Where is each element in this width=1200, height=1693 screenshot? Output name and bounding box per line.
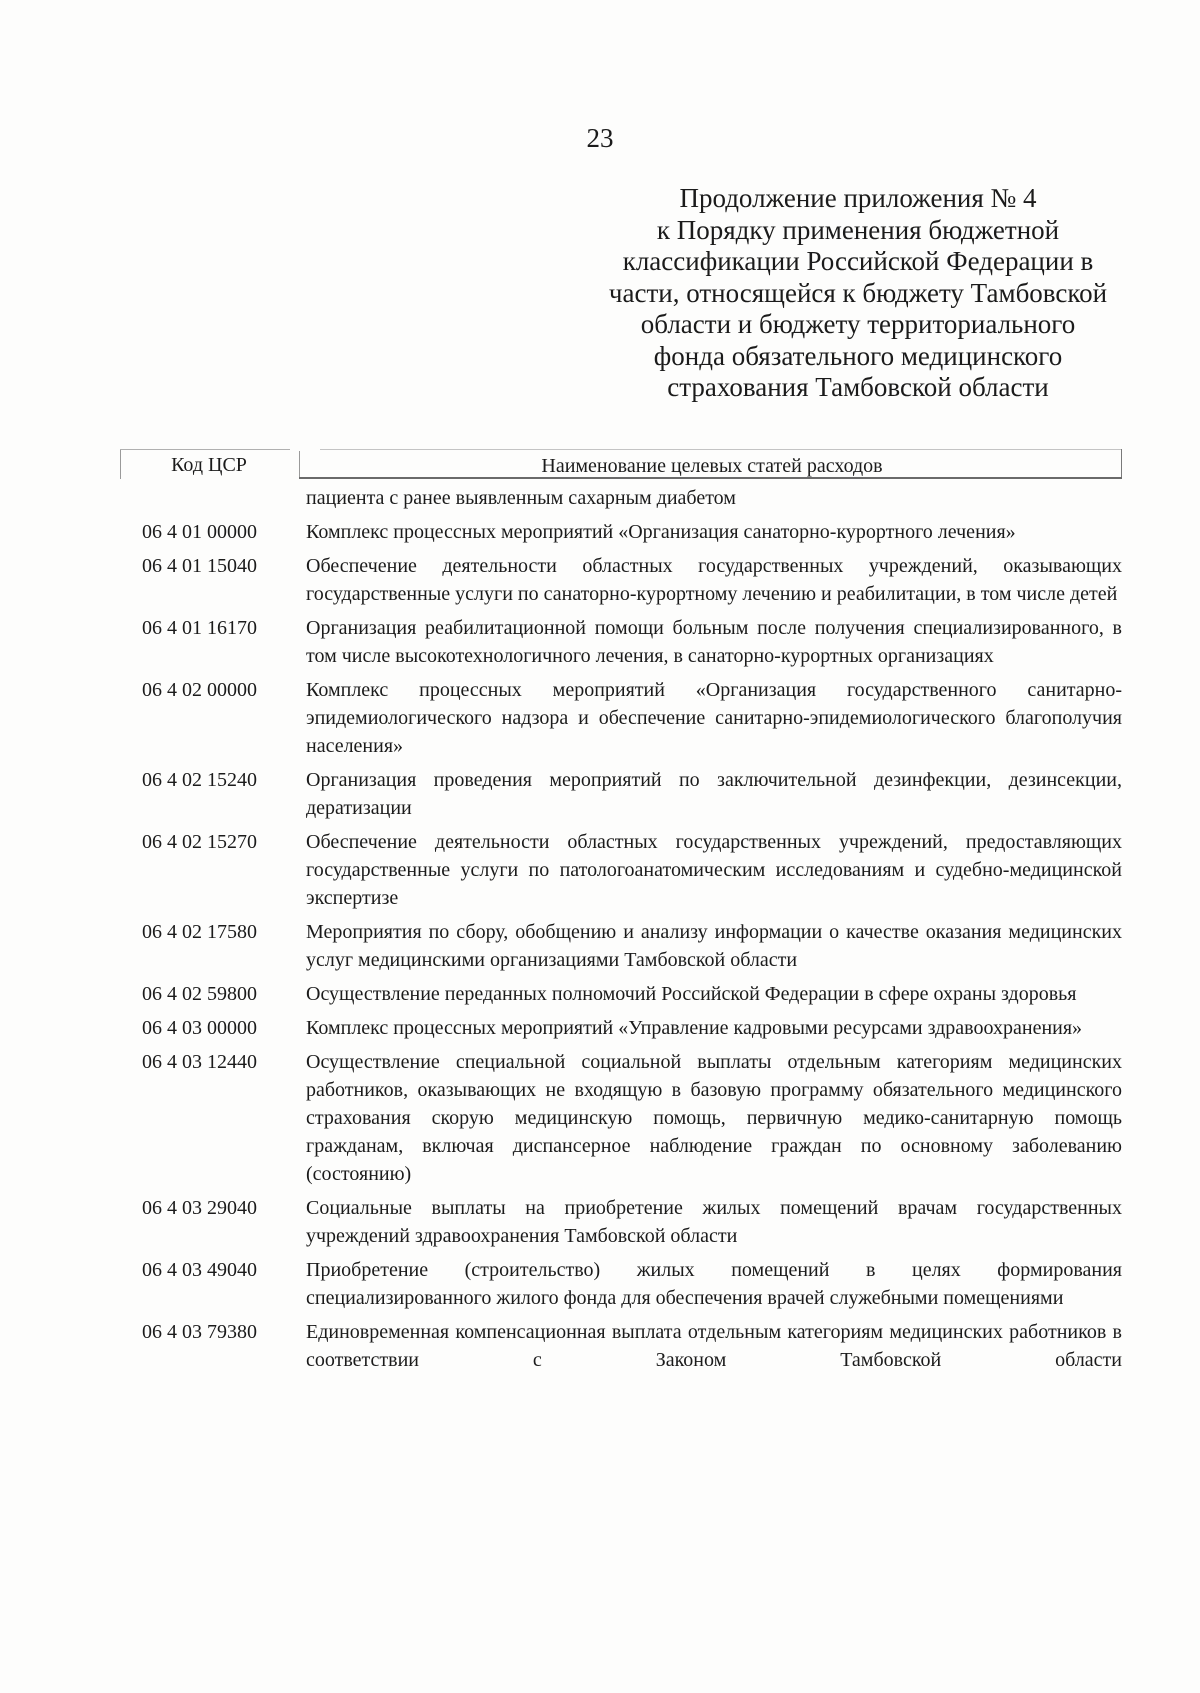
- appendix-header-line: к Порядку применения бюджетной: [656, 214, 1060, 245]
- table-border: [299, 451, 300, 479]
- table-row: [142, 676, 1122, 760]
- row-code: 06 4 02 17580: [142, 921, 257, 943]
- column-header-name: Наименование целевых статей расходов: [541, 455, 883, 477]
- expense-table-body: [142, 484, 1122, 1374]
- row-code: 06 4 02 15270: [142, 831, 257, 853]
- row-name: Комплекс процессных мероприятий «Организация санаторно-курортного лечения»: [306, 521, 1016, 543]
- column-header-code: Код ЦСР: [171, 454, 247, 476]
- page-number: 23: [586, 123, 614, 153]
- row-name: Приобретение (строительство) жилых помещений в целях формирования специализированного жилого фонда для обеспечения врачей служебными помещениями: [306, 1259, 1122, 1309]
- row-name: Осуществление специальной социальной выплаты отдельным категориям медицинских работников, оказывающих не входящую в базовую программу обязательного медицинского страхования скорую медицинскую помощь, первичную медико-санитарную помощь гражданам, включая диспансерное наблюдение граждан по основному заболеванию (состоянию): [306, 1051, 1122, 1185]
- appendix-header-line: страхования Тамбовской области: [667, 372, 1049, 402]
- table-row: [142, 1014, 1122, 1042]
- table-row: [142, 828, 1122, 912]
- row-name: Организация проведения мероприятий по заключительной дезинфекции, дезинсекции, дератизации: [306, 769, 1122, 819]
- table-row: [142, 918, 1122, 974]
- table-row: [142, 552, 1122, 608]
- row-code: 06 4 03 29040: [142, 1197, 257, 1219]
- appendix-header-line: фонда обязательного медицинского: [653, 340, 1063, 371]
- appendix-header-line: части, относящейся к бюджету Тамбовской: [608, 277, 1108, 308]
- row-code: 06 4 03 00000: [142, 1017, 257, 1039]
- table-header: [120, 449, 1122, 479]
- table-row: [142, 1256, 1122, 1312]
- row-code: 06 4 02 00000: [142, 679, 257, 701]
- table-row: [142, 518, 1122, 546]
- continuation-text: пациента с ранее выявленным сахарным диабетом: [306, 487, 736, 509]
- row-name: Социальные выплаты на приобретение жилых помещений врачам государственных учреждений здравоохранения Тамбовской области: [306, 1197, 1122, 1247]
- appendix-header-line: области и бюджету территориального: [640, 309, 1076, 339]
- row-code: 06 4 02 15240: [142, 769, 257, 791]
- row-name: Единовременная компенсационная выплата отдельным категориям медицинских работников в соответствии с Законом Тамбовской области: [306, 1321, 1122, 1371]
- row-name: Комплекс процессных мероприятий «Управление кадровыми ресурсами здравоохранения»: [306, 1017, 1083, 1039]
- row-name: Комплекс процессных мероприятий «Организация государственного санитарно-эпидемиологического надзора и обеспечение санитарно-эпидемиологического благополучия населения»: [306, 679, 1122, 757]
- table-row: [142, 766, 1122, 822]
- row-code: 06 4 03 79380: [142, 1321, 257, 1343]
- row-code: 06 4 03 12440: [142, 1051, 257, 1073]
- appendix-header: [578, 183, 1138, 404]
- table-row: [142, 614, 1122, 670]
- row-name: Мероприятия по сбору, обобщению и анализу информации о качестве оказания медицинских услуг медицинскими организациями Тамбовской области: [306, 921, 1122, 971]
- row-code: 06 4 01 00000: [142, 521, 257, 543]
- table-row: [142, 980, 1122, 1008]
- row-name: Организация реабилитационной помощи больным после получения специализированного, в том числе высокотехнологичного лечения, в санаторно-курортных организациях: [306, 617, 1122, 667]
- table-row: [142, 1048, 1122, 1188]
- row-code: 06 4 03 49040: [142, 1259, 257, 1281]
- row-code: 06 4 02 59800: [142, 983, 257, 1005]
- appendix-header-line: классификации Российской Федерации в: [622, 246, 1094, 276]
- row-name: Обеспечение деятельности областных государственных учреждений, оказывающих государственные услуги по санаторно-курортному лечению и реабилитации, в том числе детей: [306, 555, 1122, 605]
- row-name: Осуществление переданных полномочий Российской Федерации в сфере охраны здоровья: [306, 983, 1077, 1005]
- table-row: [142, 1318, 1122, 1374]
- row-code: 06 4 01 15040: [142, 555, 257, 577]
- table-border: [120, 449, 290, 450]
- row-name: Обеспечение деятельности областных государственных учреждений, предоставляющих государственные услуги по патологоанатомическим исследованиям и судебно-медицинской экспертизе: [306, 831, 1122, 909]
- table-row: [142, 1194, 1122, 1250]
- appendix-header-line: Продолжение приложения № 4: [679, 183, 1037, 213]
- row-code: 06 4 01 16170: [142, 617, 257, 639]
- table-border: [320, 449, 1122, 450]
